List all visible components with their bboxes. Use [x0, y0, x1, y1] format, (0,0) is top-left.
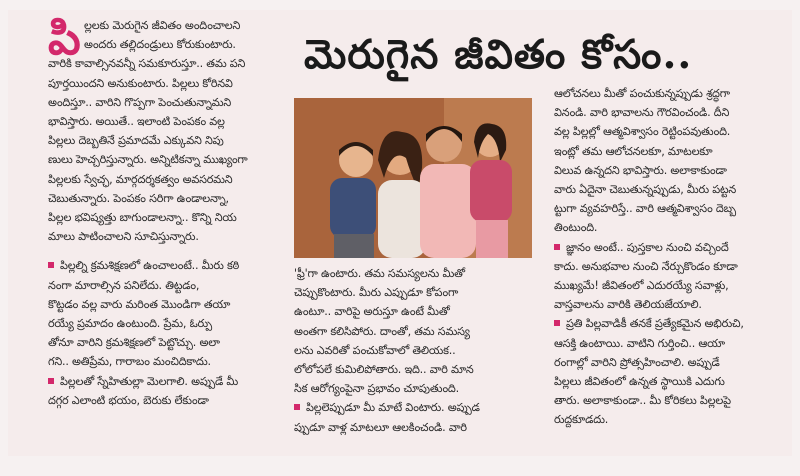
lead-line: అందరు తల్లిదండ్రులు కోరుకుంటారు. [84, 38, 236, 52]
text-line: పిల్లల్ని క్రమశిక్షణలో ఉంచాలంటే.. మీరు కఠి [60, 259, 240, 273]
lead-line: ల్లలకు మెరుగైన జీవితం అందించాలని [84, 19, 241, 32]
text-line: రుద్దకూడదు. [554, 413, 609, 427]
family-photo-illustration [294, 98, 532, 258]
text-line: రయ్యే ప్రమాదం ఉంటుంది. ప్రేమ, ఓర్పు [48, 317, 212, 331]
bullet-point [554, 238, 786, 315]
text-line: గని.. అతిప్రేమ, గారాబం మంచిదికాదు. [48, 355, 211, 369]
text-line: ఇంట్లో తమ ఆలోచనలకూ, మాటలకూ [554, 144, 713, 158]
text-line: తోనూ వారిని క్రమశిక్షణలో పెట్టొచ్చు. అలా [48, 336, 220, 350]
text-line: తారు. అలాకాకుండా.. మీ కోరికలు పిల్లలపై [554, 394, 731, 408]
text-line: కొట్టడం వల్ల వారు మరింత మొండిగా తయా [48, 297, 231, 311]
text-line: ణులు హెచ్చరిస్తున్నారు. అన్నిటికన్నా ముఖ్యంగా [48, 153, 248, 167]
text-line: ఆలోచనలు మీతో పంచుకున్నప్పుడు శ్రద్ధగా [554, 87, 730, 100]
bullet-square-icon [48, 262, 54, 268]
text-line: ప్రతి పిల్లవాడికీ తనకే ప్రత్యేకమైన అభిరుచి, [566, 317, 744, 331]
text-line: చెప్పుకొంటారు. మీరు ఎప్పుడూ కోపంగా [294, 286, 459, 300]
text-line: లను ఎవరితో పంచుకోవాలో తెలియక.. [294, 343, 456, 357]
bullet-square-icon [554, 320, 560, 326]
text-line: పిల్లల భవిష్యత్తు బాగుండాలన్నా.. కొన్ని నియ [48, 211, 237, 225]
bullet-square-icon [554, 244, 560, 250]
text-line: పిల్లలు దెబ్బతినే ప్రమాదమే ఎక్కువని నిపు [48, 134, 224, 148]
text-line: జ్ఞానం అంటే.. పుస్తకాల నుంచి వచ్చిందే [566, 240, 729, 254]
bullet-point [554, 314, 786, 429]
text-line: వల్ల పిల్లల్లో ఆత్మవిశ్వాసం రెట్టింపవుతుంది. [554, 125, 731, 139]
paragraph [48, 54, 288, 246]
text-line: రంగాల్లో వారిని ప్రోత్సహించాలి. అప్పుడే [554, 355, 720, 369]
text-line: ప్పుడూ వాళ్ల మాటలూ ఆలకించండి. వారి [294, 420, 467, 434]
text-line: భావిస్తారు. అయితే.. ఇలాంటి పెంపకం వల్ల [48, 115, 225, 129]
text-line: దగ్గర ఎలాంటి భయం, బెరుకు లేకుండా [48, 393, 209, 407]
text-line: నంగా మారాల్సిన పనిలేదు. తిట్టడం, [48, 278, 200, 292]
text-line: వాస్తవాలను వారికి తెలియజేయాలి. [554, 298, 702, 312]
text-line: పిల్లలెప్పుడూ మీ మాటే వింటారు. అప్పుడ [306, 401, 480, 415]
bullet-point [48, 372, 288, 410]
text-line: చెబుతున్నారు. పెంపకం సరిగా ఉండాలన్నా, [48, 191, 229, 205]
text-line: పూర్తయిందని అనుకుంటారు. పిల్లలు కోరినవి [48, 76, 233, 90]
text-line: అంతగా కలిసిపోరు. దాంతో, తమ సమస్య [294, 324, 470, 338]
article-headline: మెరుగైన జీవితం కోసం.. [304, 31, 693, 78]
text-line: అందిస్తూ.. వారిని గొప్పగా పెంచుతున్నామని [48, 95, 232, 109]
column-3 [554, 84, 786, 430]
text-line: వారికి కావాల్సినవన్నీ సమకూరుస్తూ.. తమ పని [48, 57, 246, 71]
text-line: విలువ ఉన్నదని భావిస్తారు. అలాకాకుండా [554, 163, 727, 177]
text-line: పిల్లలు జీవితంలో ఉన్నత స్థాయికి ఎదుగు [554, 375, 725, 389]
text-line: వారు ఏదైనా చెబుతున్నప్పుడు, మీరు పట్టన [554, 183, 737, 197]
bullet-point [294, 398, 534, 436]
text-line: తింటుంది. [554, 221, 598, 235]
text-line: వినండి. వారి భావాలను గౌరవించండి. దీని [554, 106, 730, 120]
text-line: ముఖ్యమే! జీవితంలో ఎదురయ్యే సవాళ్లు, [554, 279, 729, 293]
text-line: ట్టుగా వ్యవహరిస్తే.. వారి ఆత్మవిశ్వాసం దెబ్బ [554, 202, 736, 216]
article-page [8, 10, 792, 456]
bullet-point [48, 256, 288, 371]
text-line: 'ఫ్రీ'గా ఉంటారు. తమ సమస్యలను మీతో [294, 267, 465, 280]
text-line: ఆసక్తి ఉంటాయి. వాటిని గుర్తించి.. ఆయా [554, 336, 725, 350]
text-line: ఉంటూ.. వారిపై అరుస్తూ ఉంటే మీతో [294, 305, 450, 319]
column-2 [294, 264, 534, 437]
bullet-square-icon [294, 404, 300, 410]
text-line: పిల్లలతో స్నేహితుల్లా మెలగాలి. అప్పుడే మీ [60, 374, 239, 388]
text-line: కాదు. అనుభవాల నుంచి నేర్చుకొండం కూడా [554, 259, 738, 273]
text-line: లోలోపలే కుమిలిపోతారు. ఇది.. వారి మాన [294, 363, 474, 377]
drop-cap: పి [48, 11, 81, 65]
text-line: మాలు పాటించాలని సూచిస్తున్నారు. [48, 230, 199, 244]
family-photo [294, 98, 532, 258]
text-line: పిల్లలకు స్వేచ్ఛ, మార్గదర్శకత్వం అవసరమని [48, 172, 233, 186]
text-line: సిక ఆరోగ్యంపైనా ప్రభావం చూపుతుంది. [294, 382, 459, 396]
column-1 [48, 11, 288, 410]
bullet-square-icon [48, 378, 54, 384]
paragraph [554, 84, 786, 238]
paragraph [294, 264, 534, 398]
